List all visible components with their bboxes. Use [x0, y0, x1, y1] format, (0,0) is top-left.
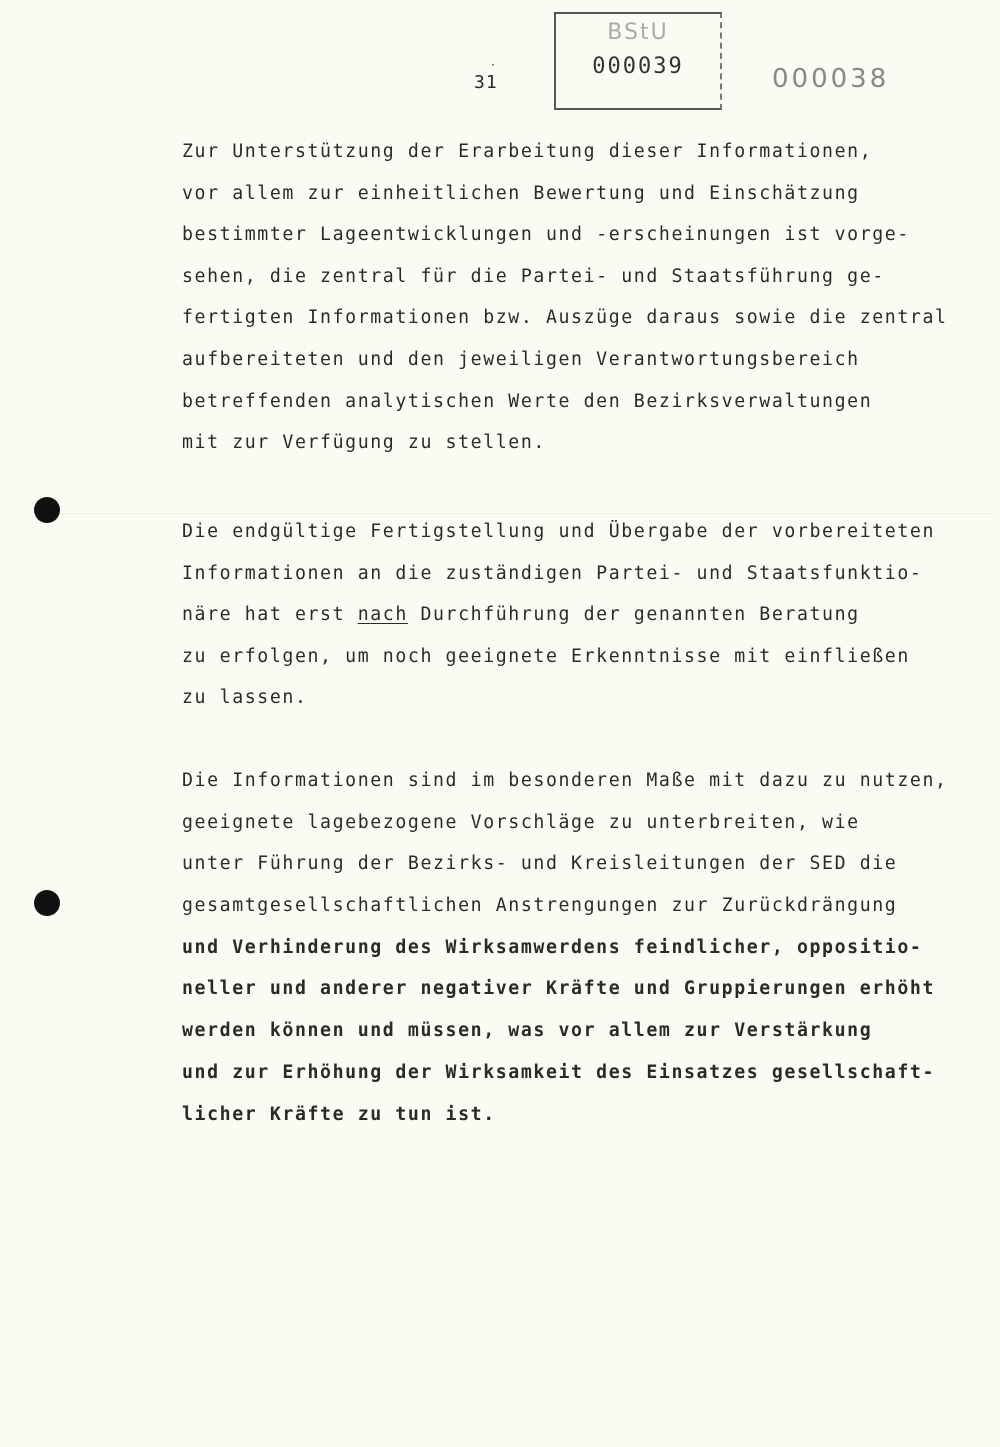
text-line: zu lassen.: [182, 687, 308, 709]
text-line: werden können und müssen, was vor allem zur Verstärkung: [182, 1020, 873, 1042]
text-line: Die endgültige Fertigstellung und Übergabe der vorbereiteten: [182, 521, 935, 542]
text-line: sehen, die zentral für die Partei- und Staatsführung ge-: [182, 265, 885, 287]
text-line: zu erfolgen, um noch geeignete Erkenntnisse mit einfließen: [182, 645, 910, 667]
text-line-with-underline: [182, 594, 935, 636]
page-number-mark: ·: [490, 60, 497, 71]
text-line: Informationen an die zuständigen Partei- und Staatsfunktio-: [182, 562, 923, 584]
page-number: 31: [474, 72, 498, 93]
text-line: aufbereiteten und den jeweiligen Verantwortungsbereich: [182, 348, 860, 370]
text-line: gesamtgesellschaftlichen Anstrengungen zur Zurückdrängung: [182, 895, 898, 917]
stamp-agency: BStU: [607, 20, 669, 45]
archive-stamp: [554, 12, 722, 110]
text-line: licher Kräfte zu tun ist.: [182, 1103, 496, 1125]
text-line: neller und anderer negativer Kräfte und Gruppierungen erhöht: [182, 978, 935, 1000]
text-line: geeignete lagebezogene Vorschläge zu unterbreiten, wie: [182, 811, 860, 833]
punch-hole-icon: [34, 497, 60, 523]
text-line: betreffenden analytischen Werte den Bezirksverwaltungen: [182, 390, 873, 412]
text-line: bestimmter Lageentwicklungen und -erscheinungen ist vorge-: [182, 224, 910, 246]
paragraph-3: [182, 760, 948, 1135]
text-line: und Verhinderung des Wirksamwerdens feindlicher, oppositio-: [182, 936, 923, 958]
text-line: Zur Unterstützung der Erarbeitung dieser Informationen,: [182, 141, 873, 162]
stamp-number: 000039: [592, 54, 684, 79]
text-line: fertigten Informationen bzw. Auszüge daraus sowie die zentral: [182, 307, 948, 329]
text-line: Die Informationen sind im besonderen Maße mit dazu zu nutzen,: [182, 770, 948, 791]
punch-hole-icon: [34, 890, 60, 916]
text-line: unter Führung der Bezirks- und Kreisleitungen der SED die: [182, 853, 898, 875]
text-segment: näre hat erst: [182, 604, 358, 626]
underlined-word: nach: [357, 604, 408, 626]
text-line: und zur Erhöhung der Wirksamkeit des Einsatzes gesellschaft-: [182, 1061, 935, 1083]
paragraph-1: [182, 131, 948, 464]
text-line: vor allem zur einheitlichen Bewertung und Einschätzung: [182, 182, 860, 204]
paragraph-2: [182, 511, 935, 719]
text-segment: Durchführung der genannten Beratung: [407, 604, 860, 626]
text-line: mit zur Verfügung zu stellen.: [182, 432, 546, 454]
archive-number: 000038: [772, 64, 890, 94]
